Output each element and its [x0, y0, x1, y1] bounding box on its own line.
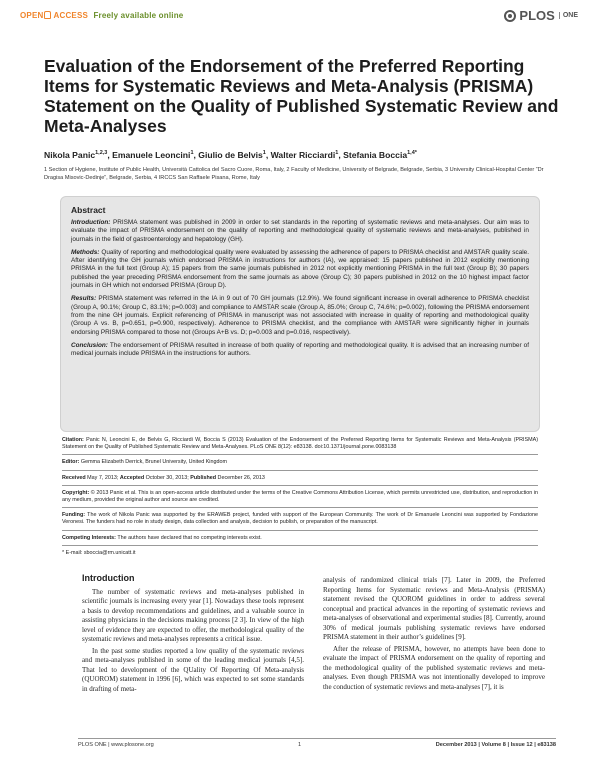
plos-logo-icon	[504, 10, 516, 22]
received-date: May 7, 2013;	[85, 474, 120, 481]
competing-text: The authors have declared that no competing interests exist.	[115, 534, 262, 541]
abstract-results	[71, 295, 529, 336]
author-name[interactable]: Nikola Panic	[44, 150, 96, 160]
abstract-text: PRISMA statement was published in 2009 in order to set standards in the reporting of systematic reviews and meta-analyses. Our aim was to evaluate the impact of PRISMA endorsement on the quality of reporting and methodological quality of systematic reviews and meta-analyses, published in journals in the field of gastroenterology and hepatology (GH).	[71, 219, 529, 243]
abstract-label: Introduction:	[71, 219, 111, 226]
plos-one-logo[interactable]	[504, 8, 578, 23]
meta-label: Editor:	[62, 459, 80, 466]
copyright-line	[62, 490, 538, 504]
meta-label: Accepted	[119, 474, 145, 481]
divider	[62, 507, 538, 508]
published-date: December 26, 2013	[216, 474, 265, 481]
page-number: 1	[298, 742, 302, 748]
oa-label: OPEN	[20, 11, 44, 20]
open-lock-icon	[44, 11, 51, 19]
funding-line	[62, 512, 538, 526]
open-access-badge[interactable]	[20, 11, 183, 20]
meta-label: Copyright:	[62, 489, 90, 496]
copyright-text: © 2013 Panic et al. This is an open-access article distributed under the terms of the Creative Commons Attribution License, which permits unrestricted use, distribution, and reproduction in any medium, provided the original author and source are credited.	[62, 489, 538, 504]
footer-journal-url[interactable]: PLOS ONE | www.plosone.org	[78, 742, 154, 748]
divider	[62, 530, 538, 531]
article-title: Evaluation of the Endorsement of the Preferred Reporting Items for Systematic Reviews and Meta-Analysis (PRISMA) Statement on the Quality of Published Systematic Review and Meta-Analyses	[44, 56, 559, 136]
body-paragraph: After the release of PRISMA, however, no attempts have been done to evaluate the impact of PRISMA endorsement on the quality of reporting and the methodological quality of the published systematic reviews and meta-analyses. Even though PRISMA was not intentionally developed to improve the conduction of systematic reviews and meta-analyses [7], it is	[323, 644, 545, 692]
body-paragraph: analysis of randomized clinical trials [7]. Later in 2009, the Preferred Reporting Items for Systematic reviews and Meta-Analysis (PRISMA) statement revised the QUOROM guidelines in order to address several conceptual and practical advances in the reporting of systematic reviews and meta-analyses of observational and experimental studies [8]. Currently, around 30% of medical journals publishing systematic reviews have endorsed PRISMA statement in their author’s guidelines [9].	[323, 576, 545, 642]
footer-issue-info: December 2013 | Volume 8 | Issue 12 | e83138	[435, 742, 556, 748]
oa-label-2: ACCESS	[53, 11, 89, 20]
editor-text: Gemma Elizabeth Derrick, Brunel University, United Kingdom	[79, 459, 227, 466]
abstract-text: The endorsement of PRISMA resulted in increase of both quality of reporting and methodological quality. It is advised that an increasing number of medical journals include PRISMA in the instructions for authors.	[71, 341, 529, 358]
journal-header	[20, 8, 580, 24]
abstract-text: PRISMA statement was referred in the IA in 9 out of 70 GH journals (12.9%). We found significant increase in overall adherence to PRISMA checklist (Group A, 90.1%; Group C, 83.1%; p=0.003) and compliance to AMSTAR scale (Group A, 85.0%; Group C, 74.6%; p=0.002), following the PRISMA endorsement from the nine GH journals. Explicit referencing of PRISMA in manuscript was not associated with increase in quality of reporting and methodological quality (Group A vs. B, p=0.651, p=0.900, respectively). Adherence to PRISMA checklist, and the compliance with AMSTAR were significantly higher in journals endorsing PRISMA compared to those not (Groups A+B vs. D; p=0.003 and p=0.016, respectively).	[71, 295, 529, 336]
divider	[62, 545, 538, 546]
abstract-label: Results:	[71, 295, 97, 303]
accepted-date: October 30, 2013;	[144, 474, 191, 481]
abstract-heading: Abstract	[71, 205, 106, 215]
dates-line	[62, 475, 538, 482]
meta-label: Citation:	[62, 437, 84, 443]
citation-line	[62, 437, 538, 451]
author-sup: 1,4*	[407, 150, 417, 157]
author-sup: 1,2,3	[95, 150, 108, 157]
competing-interests-line	[62, 535, 538, 542]
meta-label: Published	[190, 474, 217, 481]
author-name[interactable]: Walter Ricciardi	[270, 150, 336, 160]
page-footer	[78, 738, 556, 750]
author-sup: 1	[262, 150, 266, 157]
abstract-label: Methods:	[71, 248, 100, 256]
body-paragraph: In the past some studies reported a low quality of the systematic reviews and meta-analyses published in some of the leading medical journals [4,5]. That led to development of the QUality Of Reporting Of Meta-analysis (QUOROM) statement in 1996 [6], which was expected to set some standards in drafting of meta-	[82, 646, 304, 694]
divider	[62, 470, 538, 471]
author-name[interactable]: Stefania Boccia	[343, 150, 408, 160]
introduction-heading: Introduction	[82, 573, 135, 583]
meta-label: Funding:	[62, 512, 86, 519]
abstract-methods	[71, 249, 529, 290]
body-paragraph: The number of systematic reviews and meta-analyses published in scientific journals is increasing every year [1]. Nowadays these tools represent a basis to develop recommendations and guidelines, and a valuable source in assisting physicians in the decisions making process [2 3]. In view of the high level of evidence they are expected to offer, the methodological quality of the systematic reviews and meta-analyses represents a critical issue.	[82, 587, 304, 644]
affiliations: 1 Section of Hygiene, Institute of Public Health, Università Cattolica del Sacro Cuore, Roma, Italy, 2 Faculty of Medicine, University of Belgrade, Belgrade, Serbia, 3 University Clinical-Hospital Center “Dr Dragisa Misovic-Dedinje”, Belgrade, Serbia, 4 IRCCS San Raffaele Pisana, Rome, Italy	[44, 167, 544, 181]
meta-label: Competing Interests:	[62, 534, 116, 541]
article-metadata	[62, 437, 538, 559]
abstract-text: Quality of reporting and methodological quality were evaluated by assessing the adherence of papers to PRISMA checklist and AMSTAR quality scale. After identifying the GH journals which endorsed PRISMA in instructions for authors (IA), we appraised: 15 papers published in 2012 explicitly mentioning PRISMA in the full text (Group A); 15 papers from the same journals published in 2012 not explicitly mentioning PRISMA in the full text (Group B); 30 papers published the year preceding PRISMA endorsement from the same journals as above (Group C); 30 papers published in 2012 on the 10 highest impact factor journals in GH which not endorsed PRISMA (Group D).	[71, 248, 529, 290]
meta-label: Received	[62, 474, 86, 481]
divider	[62, 485, 538, 486]
divider	[62, 454, 538, 455]
body-column-left	[82, 574, 304, 697]
oa-note: Freely available online	[93, 11, 184, 20]
author-list: Nikola Panic$^{1,2,3}$, Emanuele Leoncini$^1$, Giulio de Belvis$^1$, Walter Ricciardi$^1$, Stefania Boccia$^{1,4*}$	[44, 150, 417, 160]
abstract-conclusion	[71, 342, 529, 359]
logo-sub: ONE	[559, 12, 578, 19]
author-sup: 1	[190, 150, 194, 157]
author-name[interactable]: Emanuele Leoncini	[112, 150, 191, 160]
logo-text: PLOS	[519, 8, 555, 23]
abstract-label: Conclusion:	[71, 341, 108, 349]
editor-line	[62, 459, 538, 466]
author-sup: 1	[335, 150, 339, 157]
citation-text[interactable]: Panic N, Leoncini E, de Belvis G, Ricciardi W, Boccia S (2013) Evaluation of the Endorsement of the Preferred Reporting Items for Systematic Reviews and Meta-Analysis (PRISMA) Statement on the Quality of Published Systematic Review and Meta-Analyses. PLoS ONE 8(12): e83138. doi:10.1371/journal.pone.0083138	[62, 437, 538, 451]
funding-text: The work of Nikola Panic was supported by the ERAWEB project, funded with support of the European Community. The work of Dr Emanuele Leoncini was supported by Fondazione Veronesi. The funders had no role in study design, data collection and analysis, decision to publish, or preparation of the manuscript.	[62, 512, 538, 526]
abstract-box	[60, 196, 540, 432]
author-name[interactable]: Giulio de Belvis	[198, 150, 263, 160]
abstract-introduction	[71, 219, 529, 244]
body-column-right	[323, 576, 545, 695]
email-line[interactable]: * E-mail: sboccia@rm.unicatt.it	[62, 549, 136, 556]
